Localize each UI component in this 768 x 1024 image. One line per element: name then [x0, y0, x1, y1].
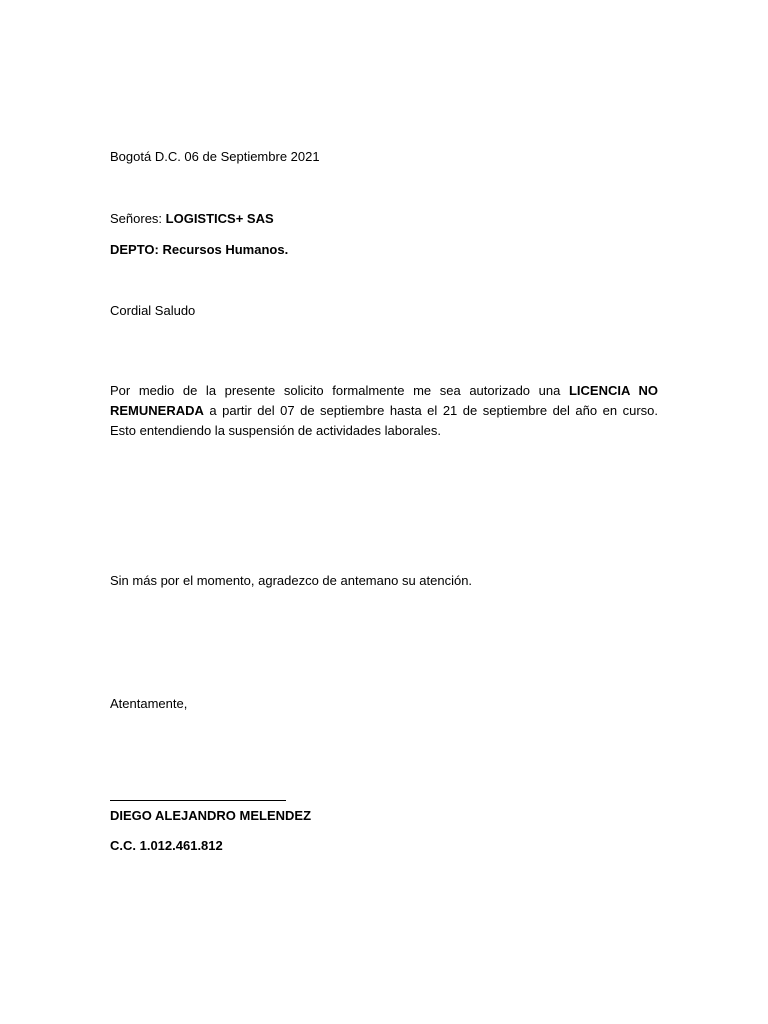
place-date: Bogotá D.C. 06 de Septiembre 2021 [110, 149, 320, 164]
recipient-name: LOGISTICS+ SAS [165, 211, 274, 226]
department-line: DEPTO: Recursos Humanos. [110, 242, 289, 257]
recipient-prefix: Señores: [110, 211, 166, 226]
body-part-2: a partir del 07 de septiembre hasta el 21 de septiembre del año en curso. Esto entendiendo la suspensión de actividades laborales. [110, 403, 658, 438]
body-part-1: Por medio de la presente solicito formalmente me sea autorizado una [110, 383, 569, 398]
greeting: Cordial Saludo [110, 303, 196, 318]
signature-line [110, 800, 286, 801]
signature-name: DIEGO ALEJANDRO MELENDEZ [110, 808, 312, 823]
signoff: Atentamente, [110, 696, 188, 711]
closing-line: Sin más por el momento, agradezco de antemano su atención. [110, 573, 473, 588]
recipient-line [110, 209, 274, 229]
signature-id: C.C. 1.012.461.812 [110, 838, 223, 853]
body-emphasis: LICENCIA NO REMUNERADA [110, 383, 658, 418]
body-paragraph [110, 381, 658, 441]
